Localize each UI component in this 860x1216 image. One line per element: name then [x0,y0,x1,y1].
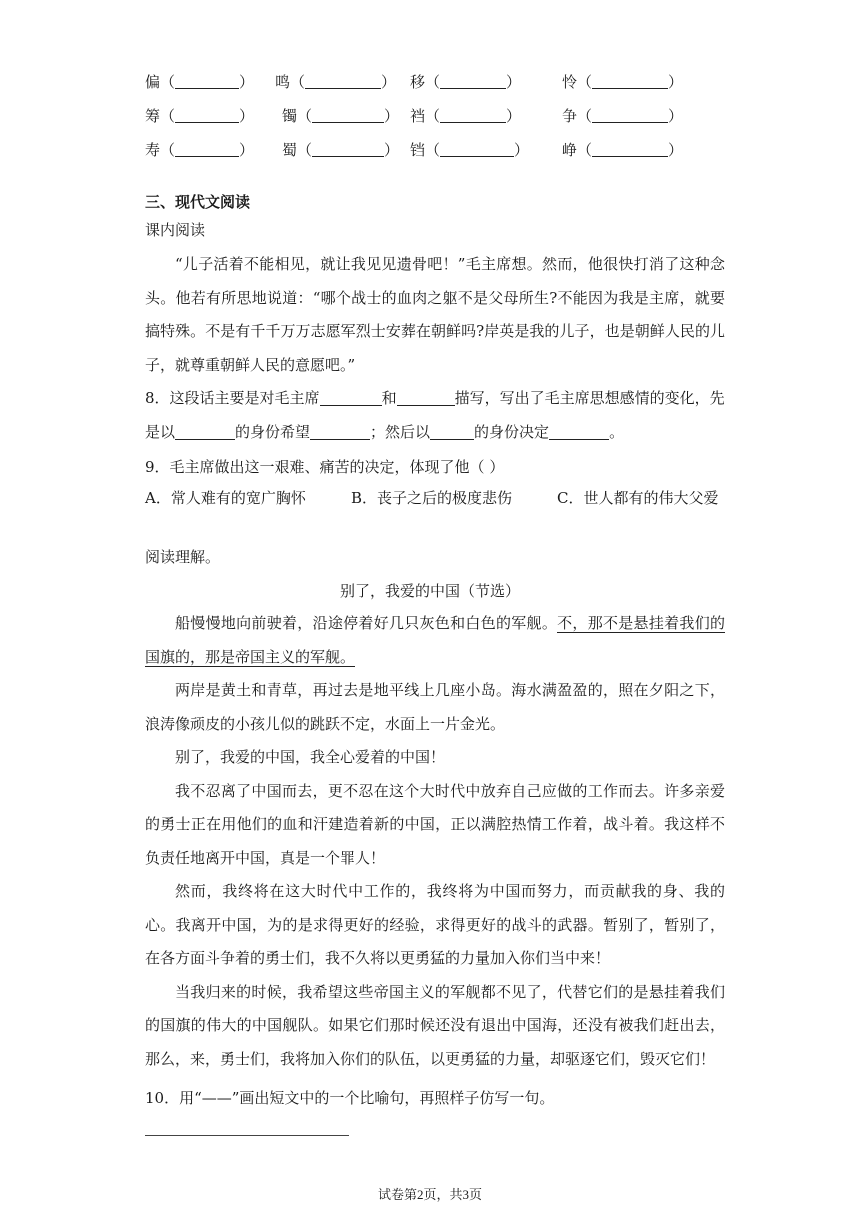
question-text: 和 [381,389,397,407]
passage-paragraph: “儿子活着不能相见，就让我见见遗骨吧！”毛主席想。然而，他很快打消了这种念头。他若有所思地说道：“哪个战士的血肉之躯不是父母所生?不能因为我是主席，就要搞特殊。不是有千千万万志愿军烈士安葬在朝鲜吗?岸英是我的儿子，也是朝鲜人民的儿子，就尊重朝鲜人民的意愿吧。” [145,255,725,374]
paren-open: （ [160,107,176,125]
passage-title: 别了，我爱的中国（节选） [339,582,520,600]
sub-heading-in-class-reading: 课内阅读 [145,221,206,239]
grid-cell [562,140,683,160]
character: 怜 [562,73,578,91]
passage-paragraph [145,607,725,674]
paren-close: ） [668,141,684,159]
paren-close: ） [239,107,255,125]
paren-open: （ [577,141,593,159]
paren-close: ） [239,73,255,91]
character: 裆 [410,107,426,125]
passage-paragraph: 两岸是黄土和青草，再过去是地平线上几座小岛。海水满盈盈的，照在夕阳之下，浪涛像顽皮的小孩儿似的跳跃不定，水面上一片金光。 [145,681,725,733]
option-b[interactable]: B．丧子之后的极度悲伤 [351,489,513,507]
paren-close: ） [668,107,684,125]
answer-blank[interactable] [592,142,668,157]
grid-cell [275,72,396,92]
question-10: 10．用“——”画出短文中的一个比喻句，再照样子仿写一句。 [145,1089,555,1107]
question-9-options [145,487,718,508]
answer-blank[interactable] [312,142,384,157]
question-text: 的身份希望 [235,422,311,441]
paren-open: （ [160,141,176,159]
grid-cell [145,72,254,92]
question-8 [145,382,725,449]
question-number: 8． [145,389,170,407]
grid-cell [282,140,399,160]
paren-close: ） [506,73,522,91]
grid-cell [410,106,521,126]
passage-paragraph: 然而，我终将在这大时代中工作的，我终将为中国而努力，而贡献我的身、我的心。我离开中国，为的是求得更好的经验，求得更好的战斗的武器。暂别了，暂别了，在各方面斗争着的勇士们，我不久将以更勇猛的力量加入你们当中来！ [145,882,725,967]
paren-open: （ [425,141,441,159]
answer-blank[interactable] [397,389,455,406]
passage-farewell-china [145,607,725,1076]
paren-open: （ [290,73,306,91]
character: 峥 [562,141,578,159]
question-text: 的身份决定 [474,422,550,441]
answer-blank[interactable] [175,108,239,123]
paragraph-text: 船慢慢地向前驶着，沿途停着好几只灰色和白色的军舰。 [175,614,558,632]
question-text: 这段话主要是对毛主席 [169,389,320,407]
answer-blank[interactable] [175,423,235,440]
paren-close: ） [384,107,400,125]
paren-open: （ [297,141,313,159]
grid-cell [145,140,254,160]
answer-line[interactable] [145,1134,349,1136]
paren-open: （ [425,107,441,125]
answer-blank[interactable] [320,389,382,406]
question-text: ；然后以 [370,422,431,441]
character: 争 [562,107,578,125]
passage-in-class [145,248,725,382]
grid-cell [562,72,683,92]
character: 铛 [410,141,426,159]
answer-blank[interactable] [440,108,506,123]
character: 筹 [145,107,161,125]
answer-blank[interactable] [310,423,370,440]
option-c[interactable]: C．世人都有的伟大父爱 [557,489,719,507]
character: 移 [410,73,426,91]
sub-heading-reading-comprehension: 阅读理解。 [145,548,221,566]
answer-blank[interactable] [549,423,609,440]
character: 镯 [282,107,298,125]
paren-open: （ [160,73,176,91]
paren-close: ） [506,107,522,125]
option-a[interactable]: A．常人难有的宽广胸怀 [145,489,306,507]
paren-close: ） [668,73,684,91]
paren-close: ） [239,141,255,159]
grid-cell [282,106,399,126]
answer-blank[interactable] [175,74,239,89]
paren-close: ） [384,141,400,159]
paren-open: （ [297,107,313,125]
answer-blank[interactable] [440,142,514,157]
character: 蜀 [282,141,298,159]
answer-blank[interactable] [592,108,668,123]
character: 偏 [145,73,161,91]
question-9: 9．毛主席做出这一艰难、痛苦的决定，体现了他（ ） [145,458,505,476]
answer-blank[interactable] [305,74,381,89]
paren-open: （ [577,73,593,91]
passage-paragraph: 别了，我爱的中国，我全心爱着的中国！ [175,748,446,766]
passage-paragraph: 我不忍离了中国而去，更不忍在这个大时代中放弃自己应做的工作而去。许多亲爱的勇士正在用他们的血和汗建造着新的中国，正以满腔热情工作着，战斗着。我这样不负责任地离开中国，真是一个罪人！ [145,781,725,867]
paren-close: ） [514,141,530,159]
underlined-sentence: 不，那不是悬挂着我们的国旗的，那是帝国主义的军舰。 [145,614,725,666]
page-footer: 试卷第2页，共3页 [377,1187,482,1202]
character: 鸣 [275,73,291,91]
answer-blank[interactable] [430,423,474,440]
answer-blank[interactable] [312,108,384,123]
grid-cell [410,72,521,92]
paren-open: （ [577,107,593,125]
grid-cell [145,106,254,126]
paren-open: （ [425,73,441,91]
answer-blank[interactable] [440,74,506,89]
grid-cell [562,106,683,126]
section-heading: 三、现代文阅读 [145,193,251,211]
paren-close: ） [381,73,397,91]
answer-blank[interactable] [592,74,668,89]
character: 寿 [145,141,161,159]
question-text: 描写，写出了毛主席思想感情的变化，先是以 [145,389,725,441]
answer-blank[interactable] [175,142,239,157]
passage-paragraph: 当我归来的时候，我希望这些帝国主义的军舰都不见了，代替它们的是悬挂着我们的国旗的伟大的中国舰队。如果它们那时候还没有退出中国海，还没有被我们赶出去，那么，来，勇士们，我将加入你们的队伍，以更勇猛的力量，却驱逐它们，毁灭它们！ [145,982,725,1068]
grid-cell [410,140,529,160]
question-text: 。 [609,422,625,441]
